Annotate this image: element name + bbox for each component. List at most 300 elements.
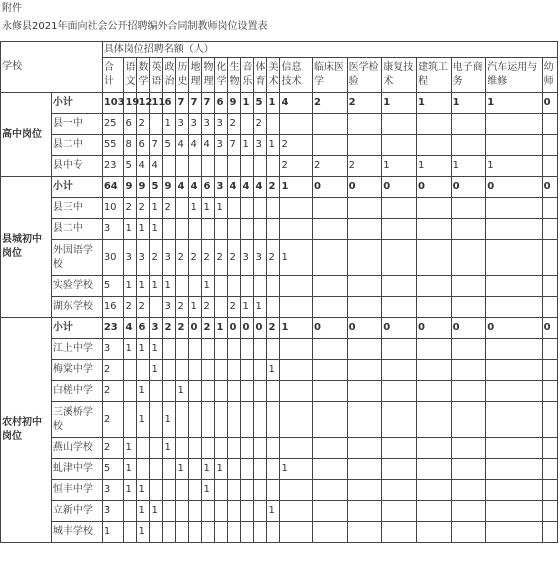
quota-cell xyxy=(241,480,254,501)
quota-cell xyxy=(542,114,557,135)
quota-cell: 1 xyxy=(124,276,137,297)
column-header: 信息技术 xyxy=(280,58,313,93)
quota-cell xyxy=(124,402,137,438)
quota-cell xyxy=(137,459,150,480)
quota-cell: 2 xyxy=(254,114,267,135)
column-header: 临床医学 xyxy=(312,58,347,93)
quota-cell: 1 xyxy=(189,198,202,219)
quota-cell: 2 xyxy=(202,318,215,339)
quota-cell xyxy=(542,480,557,501)
quota-cell: 2 xyxy=(280,135,313,156)
quota-cell xyxy=(267,297,280,318)
quota-cell xyxy=(486,402,542,438)
quota-cell xyxy=(254,360,267,381)
quota-cell: 23 xyxy=(102,156,124,177)
quota-cell: 3 xyxy=(215,135,228,156)
quota-cell xyxy=(228,522,241,543)
quota-cell: 1 xyxy=(124,219,137,240)
quota-cell xyxy=(228,360,241,381)
quota-cell xyxy=(542,276,557,297)
quota-cell: 19 xyxy=(124,93,137,114)
quota-cell xyxy=(280,114,313,135)
quota-cell: 9 xyxy=(124,177,137,198)
quota-cell xyxy=(280,276,313,297)
column-header: 康复技术 xyxy=(382,58,417,93)
quota-cell xyxy=(382,501,417,522)
quota-cell: 3 xyxy=(176,114,189,135)
quota-cell: 0 xyxy=(347,177,382,198)
quota-cell xyxy=(486,522,542,543)
quota-cell xyxy=(451,114,486,135)
quota-cell xyxy=(228,156,241,177)
quota-cell xyxy=(228,276,241,297)
school-name: 县三中 xyxy=(51,198,102,219)
quota-cell: 1 xyxy=(202,276,215,297)
quota-cell xyxy=(267,114,280,135)
quota-cell xyxy=(542,240,557,276)
quota-cell xyxy=(267,276,280,297)
quota-cell xyxy=(189,522,202,543)
quota-cell xyxy=(241,156,254,177)
quota-cell: 1 xyxy=(241,297,254,318)
school-name: 县中专 xyxy=(51,156,102,177)
quota-cell: 1 xyxy=(137,522,150,543)
table-row xyxy=(1,219,558,240)
quota-cell: 103 xyxy=(102,93,124,114)
quota-cell xyxy=(215,156,228,177)
quota-cell: 2 xyxy=(347,156,382,177)
quota-cell: 2 xyxy=(150,240,163,276)
column-header: 地理 xyxy=(189,58,202,93)
column-header: 生物 xyxy=(228,58,241,93)
table-row xyxy=(1,522,558,543)
quota-cell xyxy=(202,501,215,522)
school-name: 燕山学校 xyxy=(51,438,102,459)
quota-cell xyxy=(382,402,417,438)
quota-cell: 4 xyxy=(254,177,267,198)
quota-cell: 8 xyxy=(124,135,137,156)
quota-cell: 16 xyxy=(102,297,124,318)
quota-cell: 2 xyxy=(176,240,189,276)
school-name: 恒丰中学 xyxy=(51,480,102,501)
quota-cell xyxy=(241,219,254,240)
table-row xyxy=(1,381,558,402)
quota-cell xyxy=(176,156,189,177)
quota-cell xyxy=(451,480,486,501)
quota-cell: 2 xyxy=(137,297,150,318)
quota-cell: 1 xyxy=(176,459,189,480)
quota-cell xyxy=(416,501,451,522)
quota-cell xyxy=(215,480,228,501)
quota-cell xyxy=(451,501,486,522)
quota-cell: 1 xyxy=(150,501,163,522)
school-name: 实验学校 xyxy=(51,276,102,297)
quota-cell xyxy=(347,135,382,156)
quota-cell: 6 xyxy=(202,177,215,198)
quota-cell xyxy=(124,360,137,381)
column-header: 合计 xyxy=(102,58,124,93)
column-header: 语文 xyxy=(124,58,137,93)
table-row xyxy=(1,360,558,381)
quota-cell xyxy=(280,339,313,360)
quota-cell xyxy=(486,135,542,156)
quota-cell: 0 xyxy=(241,318,254,339)
quota-cell xyxy=(382,198,417,219)
quota-cell xyxy=(312,459,347,480)
quota-cell xyxy=(280,297,313,318)
quota-cell xyxy=(163,360,176,381)
quota-cell xyxy=(150,522,163,543)
quota-cell: 1 xyxy=(150,219,163,240)
quota-cell xyxy=(189,402,202,438)
quota-cell xyxy=(280,381,313,402)
quota-cell xyxy=(542,459,557,480)
quota-cell xyxy=(202,381,215,402)
quota-cell xyxy=(254,402,267,438)
quota-cell: 0 xyxy=(228,318,241,339)
quota-cell xyxy=(215,438,228,459)
quota-cell xyxy=(347,198,382,219)
quota-cell xyxy=(163,459,176,480)
column-header: 美术 xyxy=(267,58,280,93)
quota-cell xyxy=(280,402,313,438)
quota-cell: 4 xyxy=(228,177,241,198)
quota-cell: 1 xyxy=(202,480,215,501)
quota-cell: 1 xyxy=(280,318,313,339)
quota-cell xyxy=(280,480,313,501)
quota-cell: 1 xyxy=(124,459,137,480)
quota-cell xyxy=(124,501,137,522)
quota-cell: 1 xyxy=(124,339,137,360)
quota-cell xyxy=(254,480,267,501)
quota-cell xyxy=(150,114,163,135)
quota-cell xyxy=(254,276,267,297)
quota-cell xyxy=(416,276,451,297)
subtotal-label: 小计 xyxy=(51,318,102,339)
quota-cell xyxy=(254,501,267,522)
quota-cell xyxy=(486,438,542,459)
quota-cell xyxy=(486,114,542,135)
quota-cell xyxy=(176,402,189,438)
quota-cell xyxy=(416,360,451,381)
quota-cell: 3 xyxy=(102,219,124,240)
subtotal-row xyxy=(1,93,558,114)
school-name: 外国语学校 xyxy=(51,240,102,276)
quota-cell xyxy=(347,360,382,381)
column-header: 医学检验 xyxy=(347,58,382,93)
quota-cell: 1 xyxy=(150,276,163,297)
quota-cell xyxy=(228,219,241,240)
school-name: 县二中 xyxy=(51,135,102,156)
quota-cell xyxy=(267,219,280,240)
quota-cell xyxy=(451,240,486,276)
school-name: 县二中 xyxy=(51,219,102,240)
quota-cell: 4 xyxy=(280,93,313,114)
quota-cell: 2 xyxy=(267,240,280,276)
quota-cell: 9 xyxy=(228,93,241,114)
school-name: 白槎中学 xyxy=(51,381,102,402)
quota-cell: 6 xyxy=(124,114,137,135)
school-name: 县一中 xyxy=(51,114,102,135)
quota-cell: 3 xyxy=(215,114,228,135)
quota-cell xyxy=(215,381,228,402)
quota-cell xyxy=(267,156,280,177)
recruitment-table xyxy=(0,41,558,543)
quota-cell xyxy=(451,339,486,360)
quota-cell xyxy=(189,501,202,522)
quota-cell xyxy=(382,438,417,459)
quota-cell xyxy=(416,438,451,459)
quota-cell xyxy=(241,114,254,135)
quota-cell: 3 xyxy=(189,114,202,135)
quota-cell xyxy=(215,297,228,318)
quota-cell: 6 xyxy=(137,318,150,339)
quota-cell xyxy=(163,381,176,402)
quota-cell: 1 xyxy=(267,93,280,114)
quota-cell xyxy=(267,480,280,501)
quota-cell xyxy=(241,360,254,381)
quota-cell xyxy=(150,297,163,318)
quota-cell xyxy=(228,381,241,402)
quota-cell xyxy=(416,240,451,276)
quota-cell xyxy=(189,459,202,480)
quota-cell xyxy=(416,459,451,480)
quota-cell: 1 xyxy=(137,501,150,522)
quota-cell xyxy=(382,219,417,240)
quota-cell xyxy=(280,522,313,543)
quota-cell xyxy=(176,276,189,297)
quota-cell: 1 xyxy=(241,93,254,114)
quota-cell: 3 xyxy=(163,297,176,318)
table-row xyxy=(1,198,558,219)
quota-cell: 3 xyxy=(137,240,150,276)
quota-cell: 55 xyxy=(102,135,124,156)
quota-cell xyxy=(189,360,202,381)
school-name: 湖东学校 xyxy=(51,297,102,318)
quota-cell xyxy=(451,459,486,480)
quota-cell: 4 xyxy=(176,177,189,198)
quota-cell xyxy=(542,501,557,522)
quota-cell xyxy=(486,198,542,219)
quota-cell xyxy=(241,276,254,297)
quota-cell xyxy=(312,501,347,522)
quota-cell: 4 xyxy=(124,318,137,339)
quota-cell xyxy=(254,522,267,543)
table-row xyxy=(1,459,558,480)
quota-cell xyxy=(228,501,241,522)
quota-cell: 1 xyxy=(163,438,176,459)
quota-cell: 2 xyxy=(202,297,215,318)
quota-cell xyxy=(312,339,347,360)
quota-cell xyxy=(137,360,150,381)
quota-cell xyxy=(241,438,254,459)
table-row xyxy=(1,240,558,276)
quota-cell xyxy=(486,480,542,501)
quota-cell xyxy=(416,219,451,240)
quota-cell: 30 xyxy=(102,240,124,276)
quota-cell xyxy=(542,219,557,240)
section-label: 农村初中岗位 xyxy=(1,318,52,543)
quota-cell xyxy=(347,459,382,480)
quota-cell xyxy=(176,438,189,459)
quota-cell: 2 xyxy=(124,198,137,219)
quota-cell: 1 xyxy=(416,156,451,177)
quota-cell: 3 xyxy=(150,318,163,339)
quota-cell: 3 xyxy=(215,177,228,198)
quota-cell xyxy=(451,135,486,156)
quota-cell: 3 xyxy=(202,114,215,135)
quota-cell xyxy=(228,459,241,480)
quota-cell xyxy=(312,198,347,219)
column-header: 化学 xyxy=(215,58,228,93)
quota-cell: 1 xyxy=(202,198,215,219)
quota-cell: 2 xyxy=(202,240,215,276)
quota-cell xyxy=(542,381,557,402)
quota-cell: 1 xyxy=(241,135,254,156)
quota-cell xyxy=(150,438,163,459)
quota-cell xyxy=(382,135,417,156)
quota-cell xyxy=(124,522,137,543)
quota-cell xyxy=(228,198,241,219)
quota-cell: 1 xyxy=(150,339,163,360)
document-title: 永修县2021年面向社会公开招聘编外合同制教师岗位设置表 xyxy=(2,21,268,32)
quota-cell xyxy=(176,480,189,501)
quota-cell xyxy=(189,438,202,459)
quota-cell xyxy=(163,156,176,177)
quota-cell xyxy=(451,198,486,219)
table-row xyxy=(1,276,558,297)
quota-cell xyxy=(347,480,382,501)
quota-cell xyxy=(241,459,254,480)
quota-cell xyxy=(202,339,215,360)
quota-cell: 0 xyxy=(451,177,486,198)
quota-cell xyxy=(347,381,382,402)
subtotal-label: 小计 xyxy=(51,177,102,198)
quota-cell: 4 xyxy=(202,135,215,156)
quota-cell xyxy=(228,438,241,459)
quota-cell xyxy=(150,402,163,438)
quota-cell xyxy=(189,219,202,240)
column-header: 政治 xyxy=(163,58,176,93)
quota-cell xyxy=(202,360,215,381)
quota-cell xyxy=(382,276,417,297)
quota-cell: 1 xyxy=(254,297,267,318)
quota-cell: 2 xyxy=(102,381,124,402)
school-name: 立新中学 xyxy=(51,501,102,522)
quota-cell: 5 xyxy=(254,93,267,114)
quota-cell: 1 xyxy=(267,501,280,522)
quota-cell xyxy=(202,522,215,543)
quota-cell xyxy=(542,360,557,381)
quota-cell: 0 xyxy=(312,318,347,339)
section-label: 高中岗位 xyxy=(1,93,52,177)
quota-cell xyxy=(215,522,228,543)
quota-cell xyxy=(176,219,189,240)
subtotal-row xyxy=(1,318,558,339)
quota-cell: 0 xyxy=(416,318,451,339)
quota-cell xyxy=(451,276,486,297)
quota-cell: 23 xyxy=(102,318,124,339)
quota-cell xyxy=(312,360,347,381)
quota-cell xyxy=(189,156,202,177)
table-row xyxy=(1,438,558,459)
quota-cell xyxy=(189,381,202,402)
quota-cell xyxy=(202,156,215,177)
quota-cell: 0 xyxy=(382,318,417,339)
school-name: 江上中学 xyxy=(51,339,102,360)
quota-cell: 12 xyxy=(137,93,150,114)
quota-cell xyxy=(382,480,417,501)
column-header: 音乐 xyxy=(241,58,254,93)
quota-cell xyxy=(312,135,347,156)
quota-cell xyxy=(176,339,189,360)
subtotal-row xyxy=(1,177,558,198)
school-name: 三溪桥学校 xyxy=(51,402,102,438)
quota-cell xyxy=(150,381,163,402)
quota-cell xyxy=(163,501,176,522)
quota-cell xyxy=(347,438,382,459)
quota-cell: 2 xyxy=(312,156,347,177)
quota-cell: 1 xyxy=(267,360,280,381)
quota-cell xyxy=(202,402,215,438)
quota-cell xyxy=(241,522,254,543)
quota-cell xyxy=(416,198,451,219)
quota-cell: 1 xyxy=(102,522,124,543)
quota-cell: 3 xyxy=(163,240,176,276)
quota-cell: 2 xyxy=(102,402,124,438)
quota-cell xyxy=(228,480,241,501)
quota-cell xyxy=(347,114,382,135)
quota-cell: 11 xyxy=(150,93,163,114)
quota-cell: 4 xyxy=(137,156,150,177)
quota-cell xyxy=(254,156,267,177)
quota-cell xyxy=(241,501,254,522)
quota-cell xyxy=(451,219,486,240)
quota-cell xyxy=(280,438,313,459)
quota-cell xyxy=(486,360,542,381)
quota-cell xyxy=(312,480,347,501)
quota-cell: 5 xyxy=(102,459,124,480)
school-name: 虬津中学 xyxy=(51,459,102,480)
quota-cell: 3 xyxy=(254,240,267,276)
quota-cell xyxy=(312,240,347,276)
quota-cell xyxy=(189,480,202,501)
school-name: 城丰学校 xyxy=(51,522,102,543)
quota-cell xyxy=(267,522,280,543)
table-row xyxy=(1,480,558,501)
quota-cell xyxy=(542,135,557,156)
quota-cell: 5 xyxy=(163,135,176,156)
table-row xyxy=(1,501,558,522)
quota-cell: 1 xyxy=(150,198,163,219)
column-header: 幼师 xyxy=(542,58,557,93)
quota-cell: 1 xyxy=(163,402,176,438)
quota-cell xyxy=(347,276,382,297)
quota-cell: 1 xyxy=(215,459,228,480)
quota-cell xyxy=(254,339,267,360)
quota-cell: 5 xyxy=(102,276,124,297)
quota-cell xyxy=(202,219,215,240)
quota-cell: 64 xyxy=(102,177,124,198)
quota-cell: 1 xyxy=(124,438,137,459)
column-header: 英语 xyxy=(150,58,163,93)
quota-cell xyxy=(347,501,382,522)
quota-cell: 0 xyxy=(189,318,202,339)
table-row xyxy=(1,297,558,318)
quota-cell xyxy=(254,459,267,480)
quota-cell xyxy=(416,402,451,438)
quota-cell: 0 xyxy=(486,318,542,339)
